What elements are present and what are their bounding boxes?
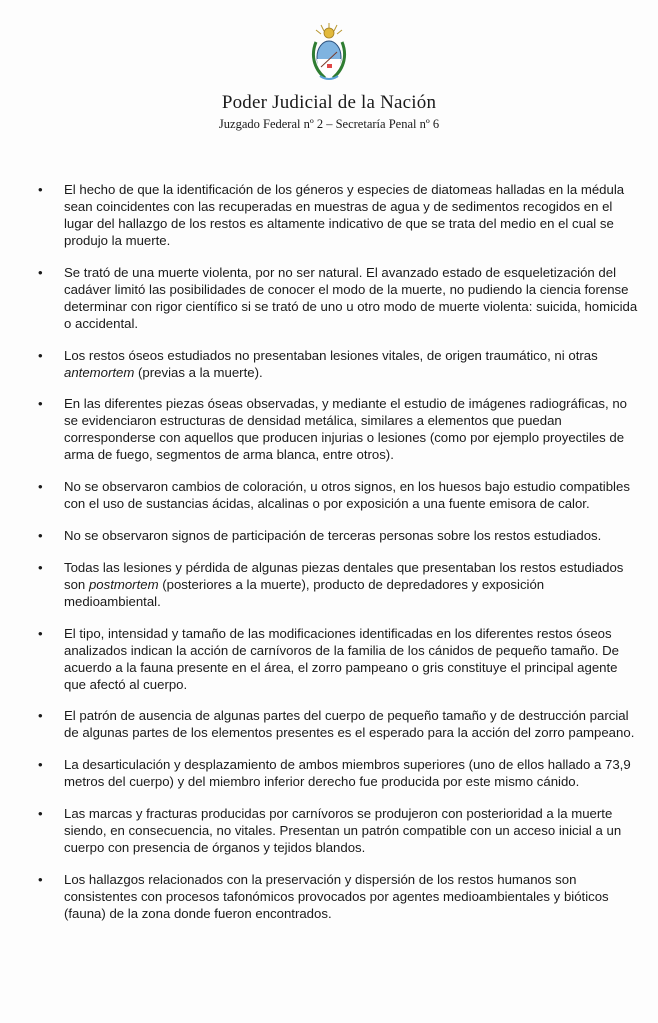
bullet-marker: • (38, 625, 43, 641)
bullet-marker: • (38, 396, 43, 412)
finding-item (38, 264, 638, 332)
finding-text: La desarticulación y desplazamiento de ambos miembros superiores (uno de ellos hallado a 73,9 metros del cuerpo) y del miembro inferior derecho fue producida por este mismo cánido. (64, 757, 631, 790)
bullet-marker: • (38, 708, 43, 724)
findings-bullet-list (38, 181, 638, 937)
finding-item (38, 181, 638, 249)
finding-item (38, 478, 638, 512)
finding-item (38, 559, 638, 610)
finding-text: En las diferentes piezas óseas observadas, y mediante el estudio de imágenes radiográficas, no se evidenciaron estructuras de densidad metálica, similares a elementos que puedan corresponderse con aquellos que producen injurias o lesiones (como por ejemplo proyectiles de arma de fuego, segmentos de arma blanca, entre otros). (64, 396, 627, 463)
finding-text-part: (previas a la muerte). (134, 364, 263, 380)
finding-item (38, 347, 638, 381)
finding-item (38, 871, 638, 922)
finding-text (64, 559, 638, 610)
finding-text: No se observaron cambios de coloración, u otros signos, en los huesos bajo estudio compatibles con el uso de sustancias ácidas, alcalinas o por exposición a una fuente emisora de calor. (64, 479, 630, 512)
finding-text (64, 347, 638, 381)
finding-text: Los hallazgos relacionados con la preservación y dispersión de los restos humanos son consistentes con procesos tafonómicos provocados por agentes medioambientales y bióticos (fauna) de la zona donde fueron encontrados. (64, 871, 609, 921)
finding-text: El hecho de que la identificación de los géneros y especies de diatomeas halladas en la médula sean coincidentes con las recuperadas en muestras de agua y de sedimentos recogidos en el lugar del hallazgo de los restos es altamente indicativo de que se trata del medio en el cual se produjo la muerte. (64, 182, 625, 248)
finding-item (38, 756, 638, 790)
bullet-marker: • (38, 347, 43, 363)
finding-item (38, 707, 638, 741)
latin-term: postmortem (88, 576, 159, 592)
finding-text: El patrón de ausencia de algunas partes del cuerpo de pequeño tamaño y de destrucción parcial de algunas partes de los elementos presentes es el esperado para la acción del zorro pampeano. (64, 708, 635, 741)
secretariat-subheading: Juzgado Federal nº 2 – Secretaría Penal nº 6 (218, 117, 440, 131)
bullet-marker: • (38, 559, 43, 575)
finding-text-part: (posteriores a la muerte), producto de depredadores y exposición medioambiental. (64, 576, 545, 609)
finding-text: Se trató de una muerte violenta, por no ser natural. El avanzado estado de esqueletización del cadáver limitó las posibilidades de conocer el modo de la muerte, no pudiendo la ciencia forense determinar con rigor científico si se trató de uno u otro modo de muerte violenta: suicida, homicida o accidental. (64, 264, 638, 331)
finding-text: Las marcas y fracturas producidas por carnívoros se produjeron con posterioridad a la muerte siendo, en consecuencia, no vitales. Presentan un patrón compatible con un acceso inicial a un cuerpo con presencia de órganos y tejidos blandos. (64, 805, 622, 855)
finding-text: El tipo, intensidad y tamaño de las modificaciones identificadas en los diferentes restos óseos analizados indican la acción de carnívoros de la familia de los cánidos de pequeño tamaño. De acuerdo a la fauna presente en el área, el zorro pampeano o gris constituye el principal agente que afectó al cuerpo. (64, 625, 619, 692)
bullet-marker: • (38, 871, 43, 887)
finding-text-part: Todas las lesiones y pérdida de algunas piezas dentales que presentaban los restos estudiados son (64, 559, 624, 592)
bullet-marker: • (38, 527, 43, 543)
finding-item (38, 395, 638, 463)
bullet-marker: • (38, 479, 43, 495)
finding-text-part: Los restos óseos estudiados no presentaban lesiones vitales, de origen traumático, ni otras (64, 347, 598, 363)
finding-item (38, 527, 638, 544)
bullet-marker: • (38, 264, 43, 280)
latin-term: antemortem (64, 364, 135, 380)
finding-text: No se observaron signos de participación de terceras personas sobre los restos estudiados. (64, 527, 602, 543)
national-coat-of-arms-emblem (311, 22, 347, 84)
finding-item (38, 625, 638, 693)
bullet-marker: • (38, 805, 43, 821)
bullet-marker: • (38, 182, 43, 197)
finding-item (38, 805, 638, 856)
court-name-heading: Poder Judicial de la Nación (221, 92, 437, 113)
bullet-marker: • (38, 757, 43, 773)
